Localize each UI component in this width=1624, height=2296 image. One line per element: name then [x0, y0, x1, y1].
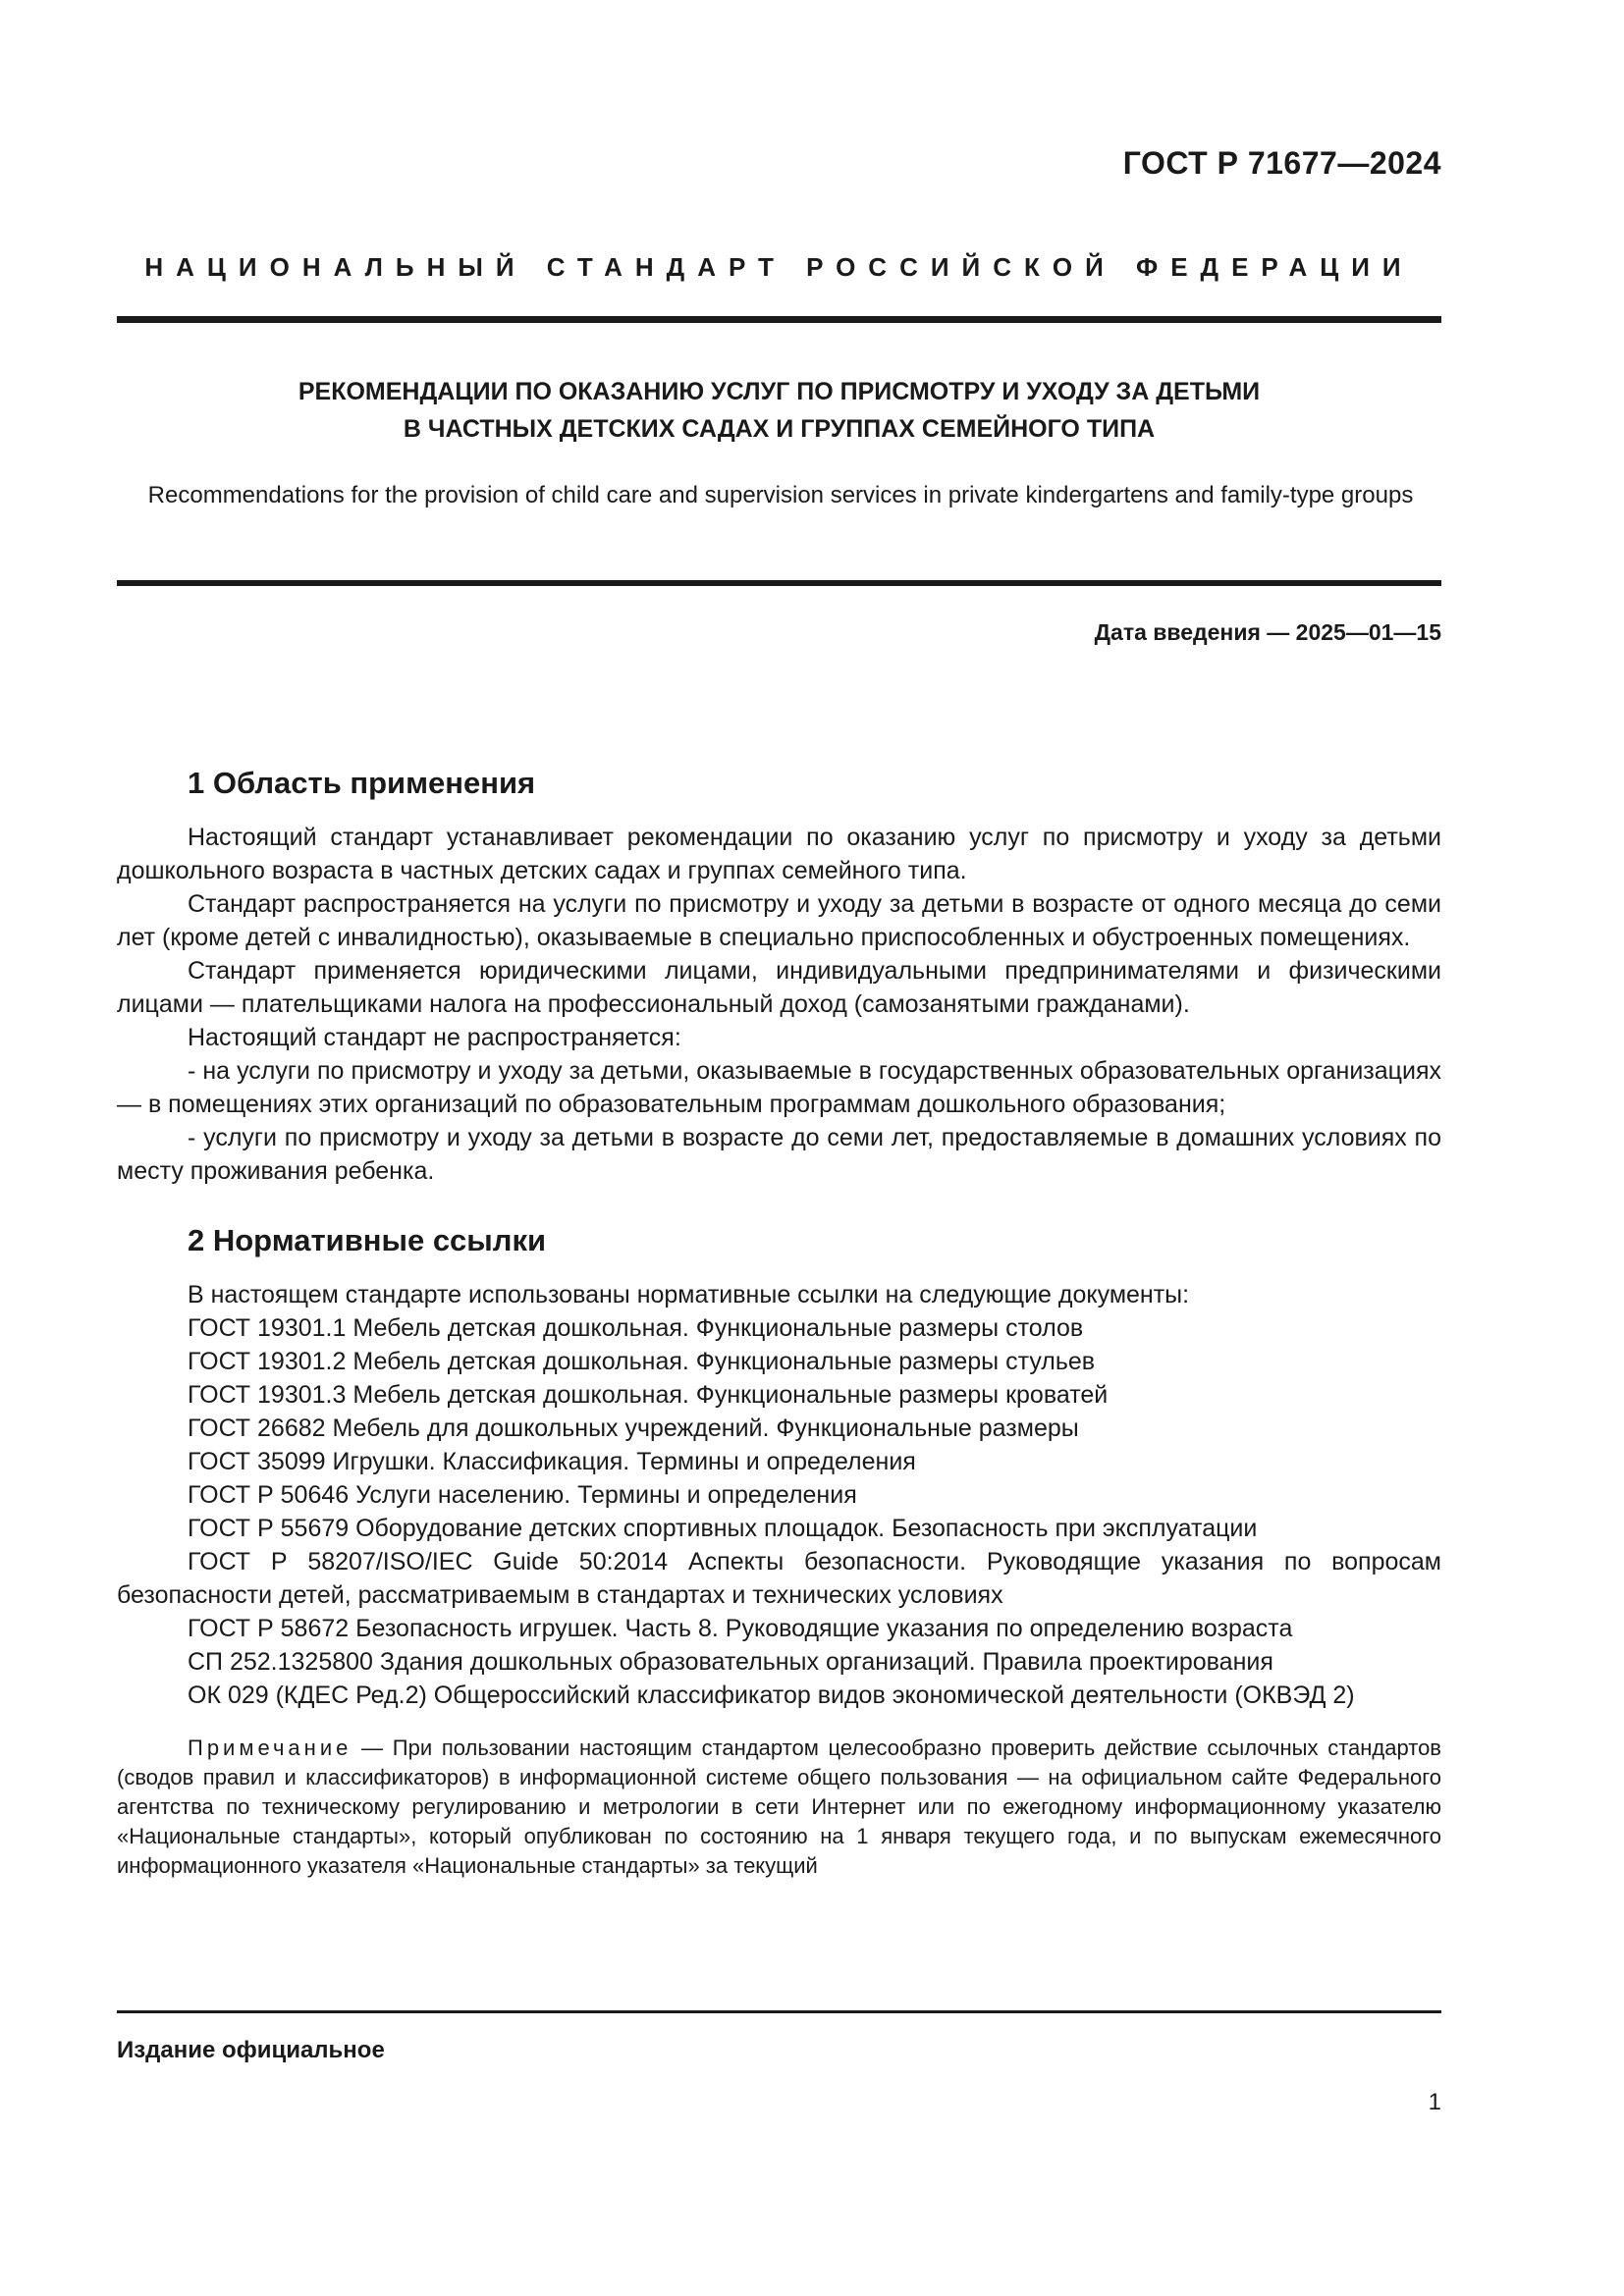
title-divider — [117, 580, 1441, 586]
top-divider — [117, 316, 1441, 323]
section-1-paragraph: Настоящий стандарт устанавливает рекомендации по оказанию услуг по присмотру и уходу за детьми дошкольного возраста в частных детских садах и группах семейного типа. — [117, 824, 1441, 884]
title-line-2: В ЧАСТНЫХ ДЕТСКИХ САДАХ И ГРУППАХ СЕМЕЙНОГО ТИПА — [403, 415, 1156, 443]
reference-item: ГОСТ 35099 Игрушки. Классификация. Термины и определения — [188, 1448, 916, 1475]
footer-divider — [117, 2010, 1441, 2013]
section-1-paragraph: Настоящий стандарт не распространяется: — [188, 1024, 681, 1051]
section-1-paragraph: - услуги по присмотру и уходу за детьми в возрасте до семи лет, предоставляемые в домашних условиях по месту проживания ребенка. — [117, 1124, 1441, 1185]
note-text: — При пользовании настоящим стандартом целесообразно проверить действие ссылочных стандартов (сводов правил и классификаторов) в информационной системе общего пользования — на официальном сайте Федерального агентства по техническому регулированию и метрологии в сети Интернет или по ежегодному информационному указателю «Национальные стандарты», который опубликован по состоянию на 1 января текущего года, и по выпускам ежемесячного информационного указателя «Национальные стандарты» за текущий — [117, 1735, 1441, 1878]
introduction-date: Дата введения — 2025—01—15 — [1094, 619, 1441, 645]
reference-item: ГОСТ 26682 Мебель для дошкольных учреждений. Функциональные размеры — [188, 1415, 1079, 1442]
title-line-1: РЕКОМЕНДАЦИИ ПО ОКАЗАНИЮ УСЛУГ ПО ПРИСМОТРУ И УХОДУ ЗА ДЕТЬМИ — [298, 378, 1261, 405]
reference-item: ГОСТ Р 58672 Безопасность игрушек. Часть 8. Руководящие указания по определению возраста — [188, 1615, 1293, 1642]
note-label: Примечание — [188, 1735, 352, 1760]
section-1-paragraph: Стандарт применяется юридическими лицами, индивидуальными предпринимателями и физическими лицами — плательщиками налога на профессиональный доход (самозанятыми гражданами). — [117, 957, 1441, 1018]
section-1-paragraph: - на услуги по присмотру и уходу за детьми, оказываемые в государственных образовательных организациях — в помещениях этих организаций по образовательным программам дошкольного образования; — [117, 1057, 1441, 1118]
reference-item: ГОСТ Р 58207/ISO/IEC Guide 50:2014 Аспекты безопасности. Руководящие указания по вопросам безопасности детей, рассматриваемым в стандартах и технических условиях — [117, 1548, 1441, 1609]
reference-item: ОК 029 (КДЕС Ред.2) Общероссийский классификатор видов экономической деятельности (ОКВЭД 2) — [188, 1682, 1355, 1709]
section-1-paragraph: Стандарт распространяется на услуги по присмотру и уходу за детьми в возрасте от одного месяца до семи лет (кроме детей с инвалидностью), оказываемые в специально приспособленных и обустроенных помещениях. — [117, 890, 1441, 951]
reference-item: СП 252.1325800 Здания дошкольных образовательных организаций. Правила проектирования — [188, 1648, 1273, 1676]
reference-item: ГОСТ Р 55679 Оборудование детских спортивных площадок. Безопасность при эксплуатации — [188, 1515, 1258, 1542]
standard-type-line: НАЦИОНАЛЬНЫЙ СТАНДАРТ РОССИЙСКОЙ ФЕДЕРАЦИИ — [144, 252, 1414, 282]
section-2-heading: 2 Нормативные ссылки — [188, 1223, 547, 1257]
document-body — [117, 764, 1441, 1881]
reference-item: ГОСТ 19301.1 Мебель детская дошкольная. Функциональные размеры столов — [188, 1314, 1084, 1342]
reference-item: ГОСТ Р 50646 Услуги населению. Термины и определения — [188, 1481, 857, 1509]
document-title — [117, 373, 1441, 448]
page-number: 1 — [1428, 2089, 1441, 2115]
document-number: ГОСТ Р 71677—2024 — [1122, 145, 1441, 181]
section-1-heading: 1 Область применения — [188, 766, 536, 800]
note-block — [117, 1734, 1441, 1881]
section-2-intro: В настоящем стандарте использованы нормативные ссылки на следующие документы: — [188, 1281, 1190, 1308]
english-title: Recommendations for the provision of child care and supervision services in private kindergartens and family-type groups — [147, 482, 1414, 508]
reference-item: ГОСТ 19301.3 Мебель детская дошкольная. Функциональные размеры кроватей — [188, 1381, 1109, 1409]
note-paragraph — [117, 1734, 1441, 1881]
reference-item: ГОСТ 19301.2 Мебель детская дошкольная. Функциональные размеры стульев — [188, 1348, 1096, 1375]
official-edition-label: Издание официальное — [117, 2037, 385, 2063]
